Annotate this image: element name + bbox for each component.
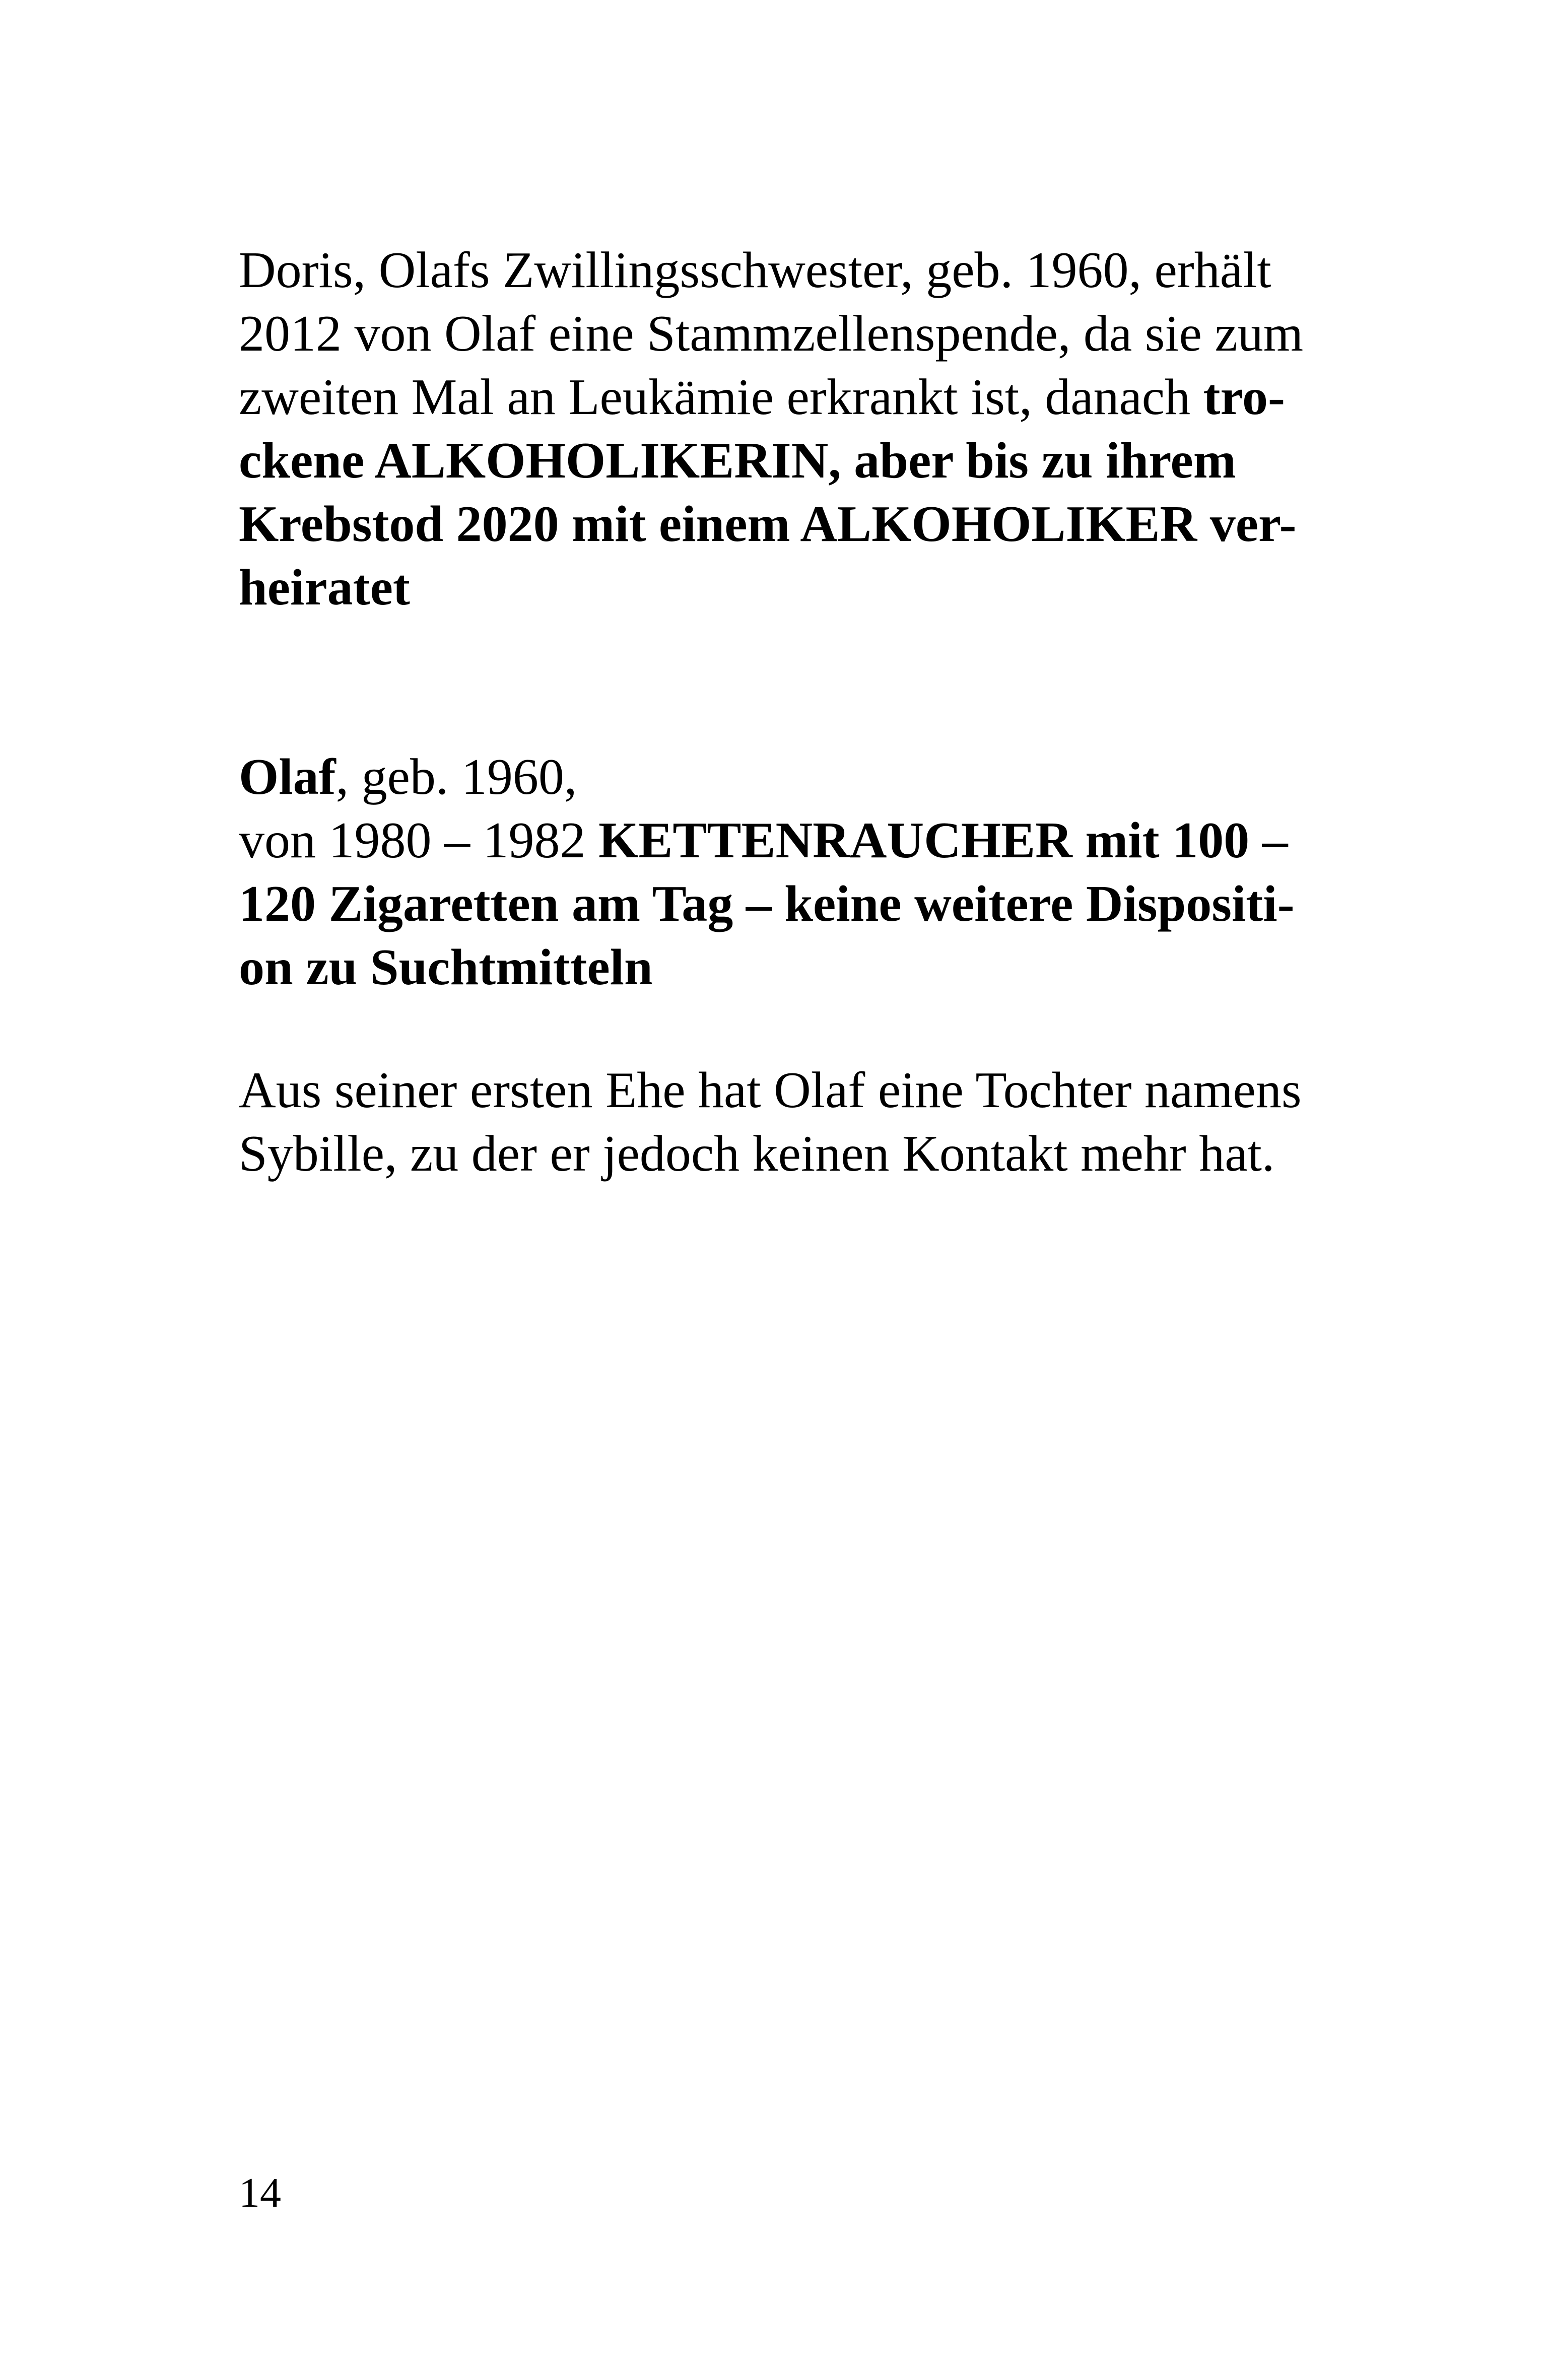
text-line: 2012 von Olaf eine Stammzellenspende, da sie zum xyxy=(239,305,1304,362)
text-line: Doris, Olafs Zwillingsschwester, geb. 1960, erhält xyxy=(239,242,1271,299)
text-line xyxy=(239,366,1322,429)
bold-text-run: tro- xyxy=(1203,369,1285,426)
text-line xyxy=(239,745,1322,809)
page-number: 14 xyxy=(239,2169,281,2216)
text-run: von 1980 – 1982 xyxy=(239,812,598,869)
bold-text-line: heiratet xyxy=(239,559,410,616)
text-line: Aus seiner ersten Ehe hat Olaf eine Tochter namens xyxy=(239,1062,1302,1119)
text-run: , geb. 1960, xyxy=(335,749,577,805)
paragraph-olaf xyxy=(239,745,1322,999)
bold-text-line: Krebstod 2020 mit einem ALKOHOLIKER ver- xyxy=(239,496,1297,553)
bold-text-run: KETTENRAUCHER mit 100 – xyxy=(598,812,1288,869)
paragraph-tochter xyxy=(239,1059,1322,1186)
text-line: Sybille, zu der er jedoch keinen Kontakt mehr hat. xyxy=(239,1125,1275,1182)
bold-text-run: Olaf xyxy=(239,749,336,805)
text-line xyxy=(239,809,1322,872)
paragraph-doris xyxy=(239,239,1322,620)
bold-text-line: ckene ALKOHOLIKERIN, aber bis zu ihrem xyxy=(239,432,1236,489)
text-run: zweiten Mal an Leukämie erkrankt ist, danach xyxy=(239,369,1203,426)
bold-text-line: on zu Suchtmitteln xyxy=(239,939,653,996)
bold-text-line: 120 Zigaretten am Tag – keine weitere Dispositi- xyxy=(239,875,1295,932)
